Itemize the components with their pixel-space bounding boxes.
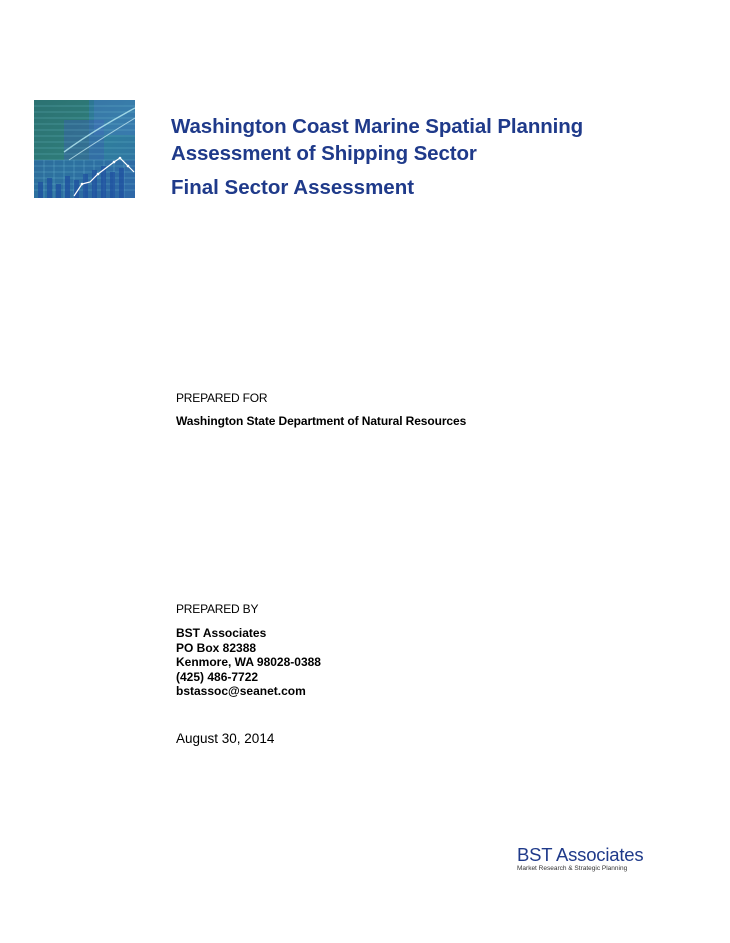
document-date: August 30, 2014 [176, 731, 275, 746]
contact-city: Kenmore, WA 98028-0388 [176, 655, 321, 670]
prepared-for-label: PREPARED FOR [176, 391, 268, 405]
cover-chart-image [34, 100, 135, 198]
title-line-1: Washington Coast Marine Spatial Planning [171, 115, 584, 138]
subtitle: Final Sector Assessment [171, 176, 415, 199]
contact-phone: (425) 486-7722 [176, 669, 259, 684]
title-block [171, 113, 583, 200]
logo-name: BST Associates [517, 844, 644, 865]
contact-po-box: PO Box 82388 [176, 640, 257, 655]
contact-email: bstassoc@seanet.com [176, 684, 306, 699]
prepared-for-name: Washington State Department of Natural Resources [176, 414, 467, 428]
prepared-by-label: PREPARED BY [176, 602, 259, 616]
title-line-2: Assessment of Shipping Sector [171, 142, 477, 165]
contact-company: BST Associates [176, 626, 267, 640]
bst-logo [517, 845, 643, 872]
contact-block [176, 626, 321, 699]
logo-tagline: Market Research & Strategic Planning [517, 865, 628, 872]
